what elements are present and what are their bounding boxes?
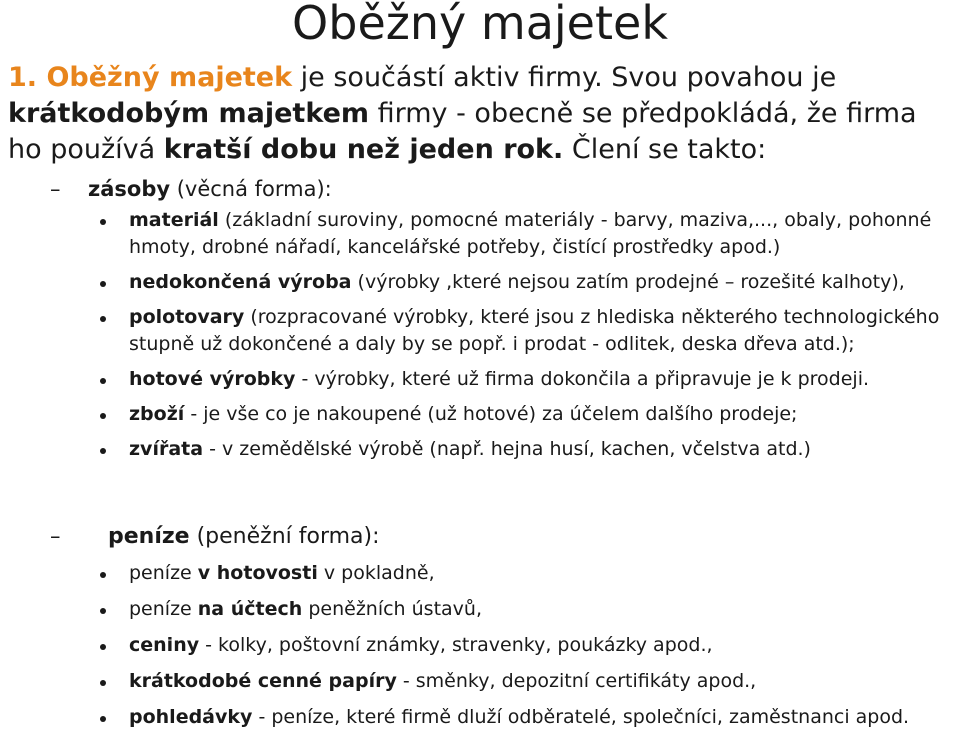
intro-bold-2: kratší dobu než jeden rok. bbox=[163, 134, 564, 165]
bullet-icon bbox=[100, 448, 106, 454]
zasoby-bold: zásoby bbox=[88, 177, 171, 201]
section-number-heading: 1. Oběžný majetek bbox=[8, 62, 293, 93]
dash-marker: – bbox=[50, 177, 61, 201]
intro-text-1: je součástí aktiv firmy. Svou povahou je bbox=[292, 62, 837, 93]
intro-paragraph bbox=[8, 60, 953, 168]
item-bold: zboží bbox=[129, 403, 185, 425]
bullet-icon bbox=[100, 378, 106, 384]
intro-text-2: firmy - obecně se předpokládá, že firma ho používá bbox=[8, 98, 917, 165]
list-item bbox=[100, 704, 960, 731]
zasoby-list bbox=[100, 207, 960, 463]
item-bold: ceniny bbox=[129, 634, 200, 656]
item-text: v pokladně, bbox=[317, 562, 435, 584]
list-item bbox=[100, 436, 960, 463]
dash-marker: – bbox=[50, 524, 61, 548]
list-item bbox=[100, 560, 960, 587]
zasoby-heading bbox=[50, 175, 332, 203]
bullet-icon bbox=[100, 608, 106, 614]
item-text: - je vše co je nakoupené (už hotové) za účelem dalšího prodeje; bbox=[184, 403, 798, 425]
item-bold: na účtech bbox=[197, 598, 303, 620]
list-item bbox=[100, 596, 960, 623]
list-item bbox=[100, 366, 960, 393]
item-bold: zvířata bbox=[129, 438, 204, 460]
item-bold: v hotovosti bbox=[197, 562, 318, 584]
penize-bold: peníze bbox=[108, 524, 190, 549]
list-item bbox=[100, 401, 960, 428]
bullet-icon bbox=[100, 644, 106, 650]
penize-heading bbox=[50, 522, 380, 551]
list-item bbox=[100, 207, 960, 261]
bullet-icon bbox=[100, 281, 106, 287]
list-item bbox=[100, 304, 960, 358]
bullet-icon bbox=[100, 680, 106, 686]
list-item bbox=[100, 668, 960, 695]
item-text: - směnky, depozitní certifikáty apod., bbox=[396, 670, 757, 692]
item-text: (základní suroviny, pomocné materiály - barvy, maziva,..., obaly, pohonné hmoty, drobné nářadí, kancelářské potřeby, čistící prostředky apod.) bbox=[129, 209, 932, 258]
bullet-icon bbox=[100, 572, 106, 578]
item-bold: polotovary bbox=[129, 306, 245, 328]
item-pre: peníze bbox=[129, 598, 198, 620]
item-text: - výrobky, které už firma dokončila a připravuje je k prodeji. bbox=[295, 368, 870, 390]
item-text: (rozpracované výrobky, které jsou z hlediska některého technologického stupně už dokončené a daly by se popř. i prodat - odlitek, deska dřeva atd.); bbox=[129, 306, 940, 355]
list-item bbox=[100, 269, 960, 296]
intro-text-3: Člení se takto: bbox=[563, 134, 767, 165]
item-bold: nedokončená výroba bbox=[129, 271, 352, 293]
bullet-icon bbox=[100, 716, 106, 722]
penize-rest: (peněžní forma): bbox=[189, 524, 380, 549]
bullet-icon bbox=[100, 316, 106, 322]
bullet-icon bbox=[100, 219, 106, 225]
list-item bbox=[100, 632, 960, 659]
item-bold: materiál bbox=[129, 209, 219, 231]
item-text: peněžních ústavů, bbox=[302, 598, 482, 620]
item-pre: peníze bbox=[129, 562, 198, 584]
slide-title: Oběžný majetek bbox=[292, 0, 668, 50]
item-text: - v zemědělské výrobě (např. hejna husí, kachen, včelstva atd.) bbox=[203, 438, 811, 460]
item-bold: pohledávky bbox=[129, 706, 253, 728]
penize-list bbox=[100, 560, 960, 731]
intro-bold-1: krátkodobým majetkem bbox=[8, 98, 370, 129]
item-bold: hotové výrobky bbox=[129, 368, 296, 390]
item-text: (výrobky ,které nejsou zatím prodejné – rozešité kalhoty), bbox=[351, 271, 905, 293]
zasoby-rest: (věcná forma): bbox=[170, 177, 332, 201]
item-bold: krátkodobé cenné papíry bbox=[129, 670, 397, 692]
item-text: - kolky, poštovní známky, stravenky, poukázky apod., bbox=[199, 634, 713, 656]
bullet-icon bbox=[100, 413, 106, 419]
item-text: - peníze, které firmě dluží odběratelé, společníci, zaměstnanci apod. bbox=[252, 706, 910, 728]
